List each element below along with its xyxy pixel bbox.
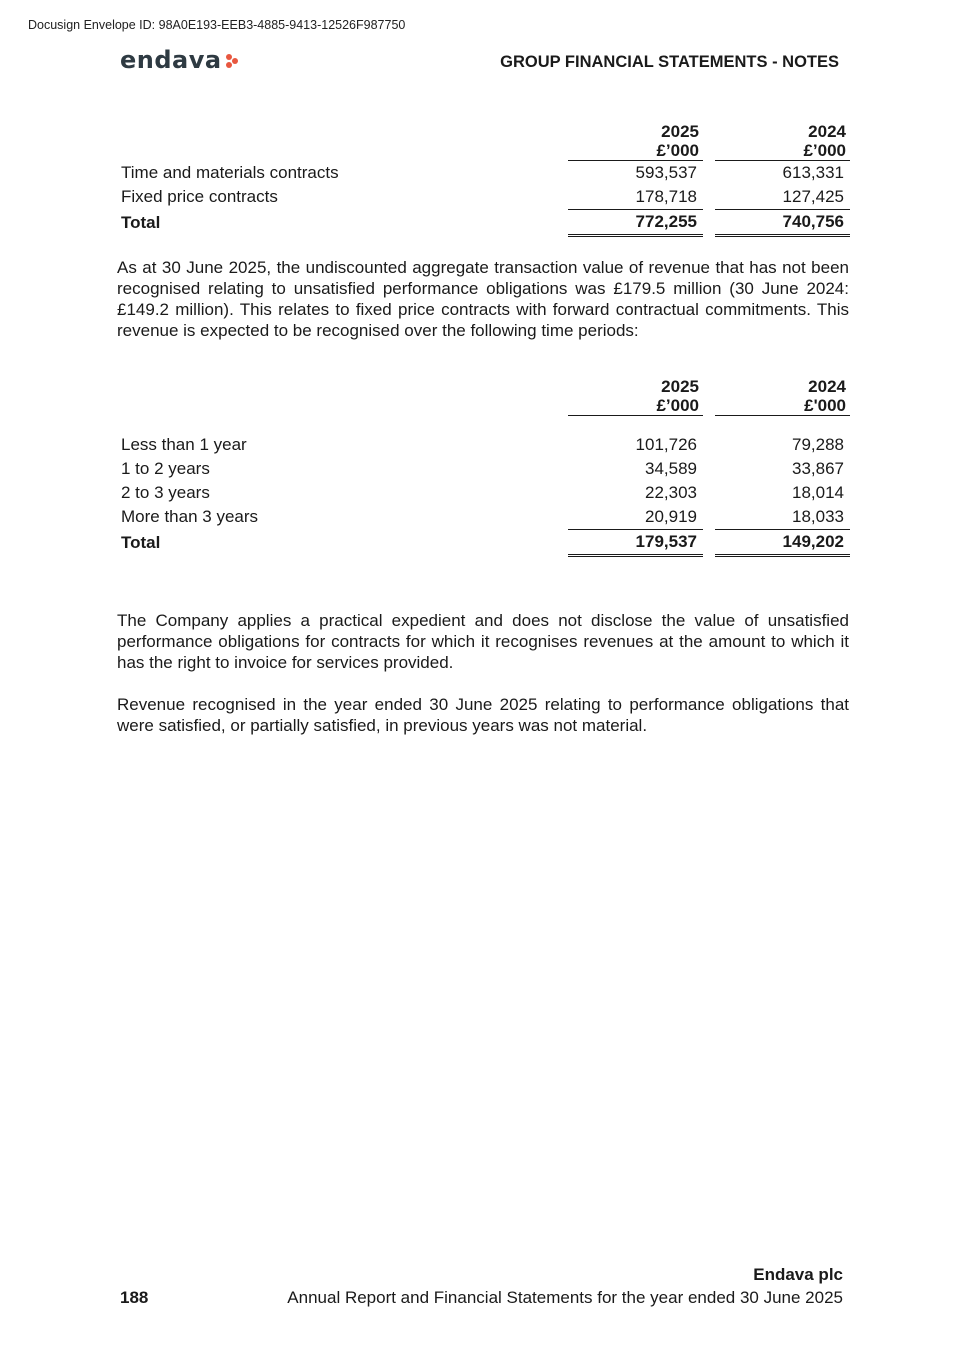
column-header-2025: 2025 £’000 (568, 377, 703, 416)
total-row: Total 772,255 740,756 (117, 209, 850, 237)
table-row: 2 to 3 years 22,303 18,014 (121, 483, 844, 502)
contract-type-table (117, 122, 850, 237)
table-row: Fixed price contracts 178,718 127,425 (121, 187, 844, 206)
practical-expedient-paragraph: The Company applies a practical expedient and does not disclose the value of unsatisfied performance obligations for contracts for which it recognises revenues at the amount to which it has the right to invoice for services provided. (117, 611, 849, 672)
footer-report-title: Annual Report and Financial Statements for the year ended 30 June 2025 (287, 1288, 843, 1307)
table-header-row (117, 377, 850, 416)
table-header-row (117, 122, 850, 161)
total-row: Total 179,537 149,202 (117, 529, 850, 557)
endava-mark-icon (225, 53, 239, 69)
endava-logo (120, 46, 239, 74)
table-row: Less than 1 year 101,726 79,288 (121, 435, 844, 454)
unsatisfied-obligations-paragraph: As at 30 June 2025, the undiscounted aggregate transaction value of revenue that has not been recognised relating to unsatisfied performance obligations was £179.5 million (30 June 2024: £149.2 million). This relates to fixed price contracts with forward contractual commitments. This revenue is expected to be recognised over the following time periods: (117, 258, 849, 340)
table-row: 1 to 2 years 34,589 33,867 (121, 459, 844, 478)
prior-year-revenue-paragraph: Revenue recognised in the year ended 30 June 2025 relating to performance obligations that were satisfied, or partially satisfied, in previous years was not material. (117, 695, 849, 735)
column-header-2024: 2024 £'000 (715, 377, 850, 416)
table-row: More than 3 years 20,919 18,033 (121, 507, 844, 526)
docusign-envelope-id: Docusign Envelope ID: 98A0E193-EEB3-4885-9413-12526F987750 (28, 18, 406, 32)
column-header-2024: 2024 £’000 (715, 122, 850, 161)
page-header-title: GROUP FINANCIAL STATEMENTS - NOTES (500, 53, 839, 71)
column-header-2025: 2025 £’000 (568, 122, 703, 161)
logo-text: endava (120, 46, 222, 74)
page-number: 188 (120, 1288, 149, 1307)
timing-table (117, 377, 850, 557)
footer-company-name: Endava plc (753, 1265, 843, 1284)
table-row: Time and materials contracts 593,537 613,331 (121, 163, 844, 182)
